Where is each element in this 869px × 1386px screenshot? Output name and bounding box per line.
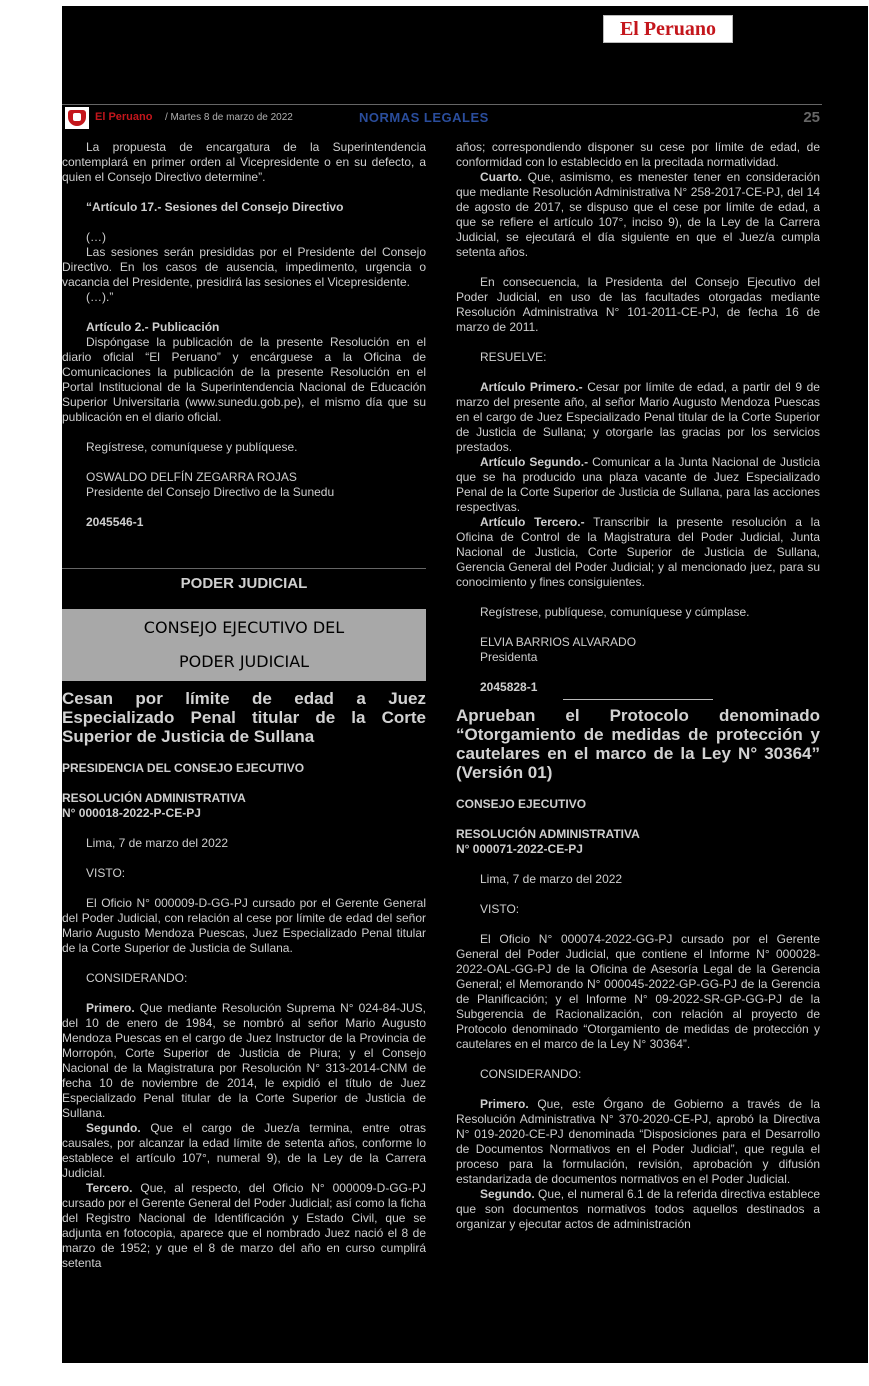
paragraph: Dispóngase la publicación de la presente Resolución en el diario oficial “El Peruano” y encárguese a la Oficina de Comunicaciones la publicación de la presente Resolución en el Portal Institucional de la Superintendencia Nacional de Educación Superior Universitaria (www.sunedu.gob.pe), el mismo día que su publicación en el diario oficial. <box>62 335 426 424</box>
resolution-type: RESOLUCIÓN ADMINISTRATIVA <box>62 791 246 805</box>
banner-line-1: CONSEJO EJECUTIVO DEL <box>143 618 345 637</box>
header-section: NORMAS LEGALES <box>359 110 489 125</box>
clause-label: Cuarto. <box>480 170 522 184</box>
resolution-heading: Aprueban el Protocolo denominado “Otorgamiento de medidas de protección y cautelares en el marco de la Ley N° 30364” (Versión 01) <box>456 706 820 782</box>
signer-name: OSWALDO DELFÍN ZEGARRA ROJAS <box>86 470 297 484</box>
closing-formula: Regístrese, publíquese, comuníquese y cúmplase. <box>480 605 750 619</box>
considerando-label: CONSIDERANDO: <box>86 971 188 985</box>
paragraph: En consecuencia, la Presidenta del Consejo Ejecutivo del Poder Judicial, en uso de las facultades otorgadas mediante Resolución Administrativa N° 101-2011-CE-PJ, de fecha 16 de marzo de 2011. <box>456 275 820 334</box>
clause-text: Que, al respecto, del Oficio N° 000009-D-GG-PJ cursado por el Gerente General del Poder Judicial; así como la ficha del Registro Nacional de Identificación y Estado Civil, que se adjunta en fotocopia, aparece que el nombrado Juez nació el 8 de marzo de 1952; y que el 8 de marzo del año en curso cumplirá setenta <box>62 1181 426 1270</box>
ellipsis: (…).” <box>86 290 114 304</box>
page-number: 25 <box>803 109 820 126</box>
el-peruano-logo: El Peruano <box>603 15 733 43</box>
article-title: Artículo 2.- Publicación <box>86 320 220 334</box>
separator-rule <box>563 699 713 700</box>
resolution-heading: Cesan por límite de edad a Juez Especializado Penal titular de la Corte Superior de Justicia de Sullana <box>62 689 426 746</box>
paragraph <box>456 455 820 515</box>
signer-title: Presidente del Consejo Directivo de la Sunedu <box>86 485 335 499</box>
signer-title: Presidenta <box>480 650 538 664</box>
paragraph: Las sesiones serán presididas por el Presidente del Consejo Directivo. En los casos de ausencia, impedimento, urgencia o vacancia del Presidente, presidirá las sesiones el Vicepresidente. <box>62 245 426 289</box>
paragraph <box>456 380 820 455</box>
header-date: / Martes 8 de marzo de 2022 <box>165 112 293 123</box>
paragraph: El Oficio N° 000009-D-GG-PJ cursado por el Gerente General del Poder Judicial, con relación al cese por límite de edad del señor Mario Augusto Mendoza Puescas, Juez Especializado Penal titular de la Corte Superior de Justicia de Sullana. <box>62 896 426 955</box>
article-title: “Artículo 17.- Sesiones del Consejo Directivo <box>86 200 344 214</box>
paragraph <box>456 1097 820 1187</box>
clause-label: Segundo. <box>480 1187 535 1201</box>
resolution-date: Lima, 7 de marzo del 2022 <box>480 872 623 886</box>
coat-of-arms-icon <box>65 107 89 129</box>
left-column <box>62 140 426 1355</box>
clause-text: Que, este Órgano de Gobierno a través de la Resolución Administrativa N° 370-2020-CE-PJ, aprobó la Directiva N° 019-2020-CE-PJ denominada “Disposiciones para el Desarrollo de Documentos Normativos en el Poder Judicial”, que regula el proceso para la formulación, revisión, aprobación y difusión estandarizada de documentos normativos en el Poder Judicial. <box>456 1097 820 1186</box>
clause-label: Primero. <box>86 1001 135 1015</box>
institution-banner <box>62 609 426 681</box>
clause-text: Que mediante Resolución Suprema N° 024-84-JUS, del 10 de enero de 1984, se nombró al señor Mario Augusto Mendoza Puescas en el cargo de Juez Instructor de la Provincia de Morropón, Corte Superior de Justicia de Piura; y el Consejo Nacional de la Magistratura por Resolución N° 313-2014-CNM de fecha 10 de noviembre de 2014, le expidió el título de Juez Especializado Penal titular de la Corte Superior de Justicia de Sullana. <box>62 1001 426 1120</box>
clause-label: Primero. <box>480 1097 529 1111</box>
document-code: 2045828-1 <box>480 680 538 694</box>
paragraph <box>62 1181 426 1271</box>
header-rule <box>62 104 822 105</box>
issuing-body: PRESIDENCIA DEL CONSEJO EJECUTIVO <box>62 761 305 775</box>
resolution-type: RESOLUCIÓN ADMINISTRATIVA <box>456 827 640 841</box>
clause-label: Tercero. <box>86 1181 133 1195</box>
issuing-body: CONSEJO EJECUTIVO <box>456 797 587 811</box>
article-label: Artículo Primero.- <box>480 380 583 394</box>
visto-label: VISTO: <box>86 866 126 880</box>
signer-name: ELVIA BARRIOS ALVARADO <box>480 635 637 649</box>
paragraph: años; correspondiendo disponer su cese por límite de edad, de conformidad con lo establecido en la precitada normatividad. <box>456 140 820 169</box>
paragraph <box>456 1187 820 1232</box>
banner-line-2: PODER JUDICIAL <box>178 652 310 671</box>
ellipsis: (…) <box>86 230 106 244</box>
clause-label: Segundo. <box>86 1121 141 1135</box>
clause-text: Que, el numeral 6.1 de la referida directiva establece que son documentos normativos todos aquellos destinados a organizar y ejecutar actos de administración <box>456 1187 820 1231</box>
article-text: Transcribir la presente resolución a la Oficina de Control de la Magistratura del Poder Judicial, Junta Nacional de Justicia, Corte Superior de Justicia de Sullana, Gerencia General del Poder Judicial; y al mencionado juez, para su conocimiento y fines consiguientes. <box>456 515 820 589</box>
clause-text: Que el cargo de Juez/a termina, entre otras causales, por alcanzar la edad límite de setenta años, conforme lo establece el artículo 107°, numeral 9), de la Ley de la Carrera Judicial. <box>62 1121 426 1180</box>
paragraph: El Oficio N° 000074-2022-GG-PJ cursado por el Gerente General del Poder Judicial, que contiene el Informe N° 000028-2022-OAL-GG-PJ de la Oficina de Asesoría Legal de la Gerencia General; el Memorando N° 000045-2022-GP-GG-PJ de la Gerencia de Planificación; y el Informe N° 09-2022-SR-GP-GG-PJ de la Subgerencia de Racionalización, con relación al proyecto de Protocolo denominado “Otorgamiento de medidas de protección y cautelares en el marco de la Ley N° 30364”. <box>456 932 820 1051</box>
paragraph: La propuesta de encargatura de la Superintendencia contemplará en primer orden al Vicepresidente o en su defecto, a quien el Consejo Directivo determine”. <box>62 140 426 184</box>
paragraph <box>62 1121 426 1181</box>
right-column <box>456 140 820 1355</box>
article-text: Comunicar a la Junta Nacional de Justicia que se ha producido una plaza vacante de Juez Especializado Penal de la Corte Superior de Justicia de Sullana, para las acciones respectivas. <box>456 455 820 514</box>
visto-label: VISTO: <box>480 902 520 916</box>
article-text: Cesar por límite de edad, a partir del 9 de marzo del presente año, al señor Mario Augusto Mendoza Puescas en el cargo de Juez Especializado Penal titular de la Corte Superior de Justicia de Sullana; y otorgarle las gracias por los servicios prestados. <box>456 380 820 454</box>
closing-formula: Regístrese, comuníquese y publíquese. <box>86 440 298 454</box>
resuelve-label: RESUELVE: <box>480 350 547 364</box>
resolution-number: N° 000018-2022-P-CE-PJ <box>62 806 201 820</box>
considerando-label: CONSIDERANDO: <box>480 1067 582 1081</box>
resolution-date: Lima, 7 de marzo del 2022 <box>86 836 229 850</box>
page-header <box>62 106 822 130</box>
paragraph <box>62 1001 426 1121</box>
section-title: PODER JUDICIAL <box>62 568 426 591</box>
article-label: Artículo Segundo.- <box>480 455 589 469</box>
document-code: 2045546-1 <box>86 515 144 529</box>
header-brand: El Peruano <box>95 111 153 123</box>
resolution-number: N° 000071-2022-CE-PJ <box>456 842 583 856</box>
article-label: Artículo Tercero.- <box>480 515 585 529</box>
paragraph <box>456 515 820 590</box>
clause-text: Que, asimismo, es menester tener en consideración que mediante Resolución Administrativa N° 258-2017-CE-PJ, del 14 de agosto de 2017, se dispuso que el cese por límite de edad, a que se refiere el artículo 107°, inciso 9), de la Ley de la Carrera Judicial, se ejecutará el día siguiente en que el Juez/a cumpla setenta años. <box>456 170 820 259</box>
paragraph <box>456 170 820 260</box>
